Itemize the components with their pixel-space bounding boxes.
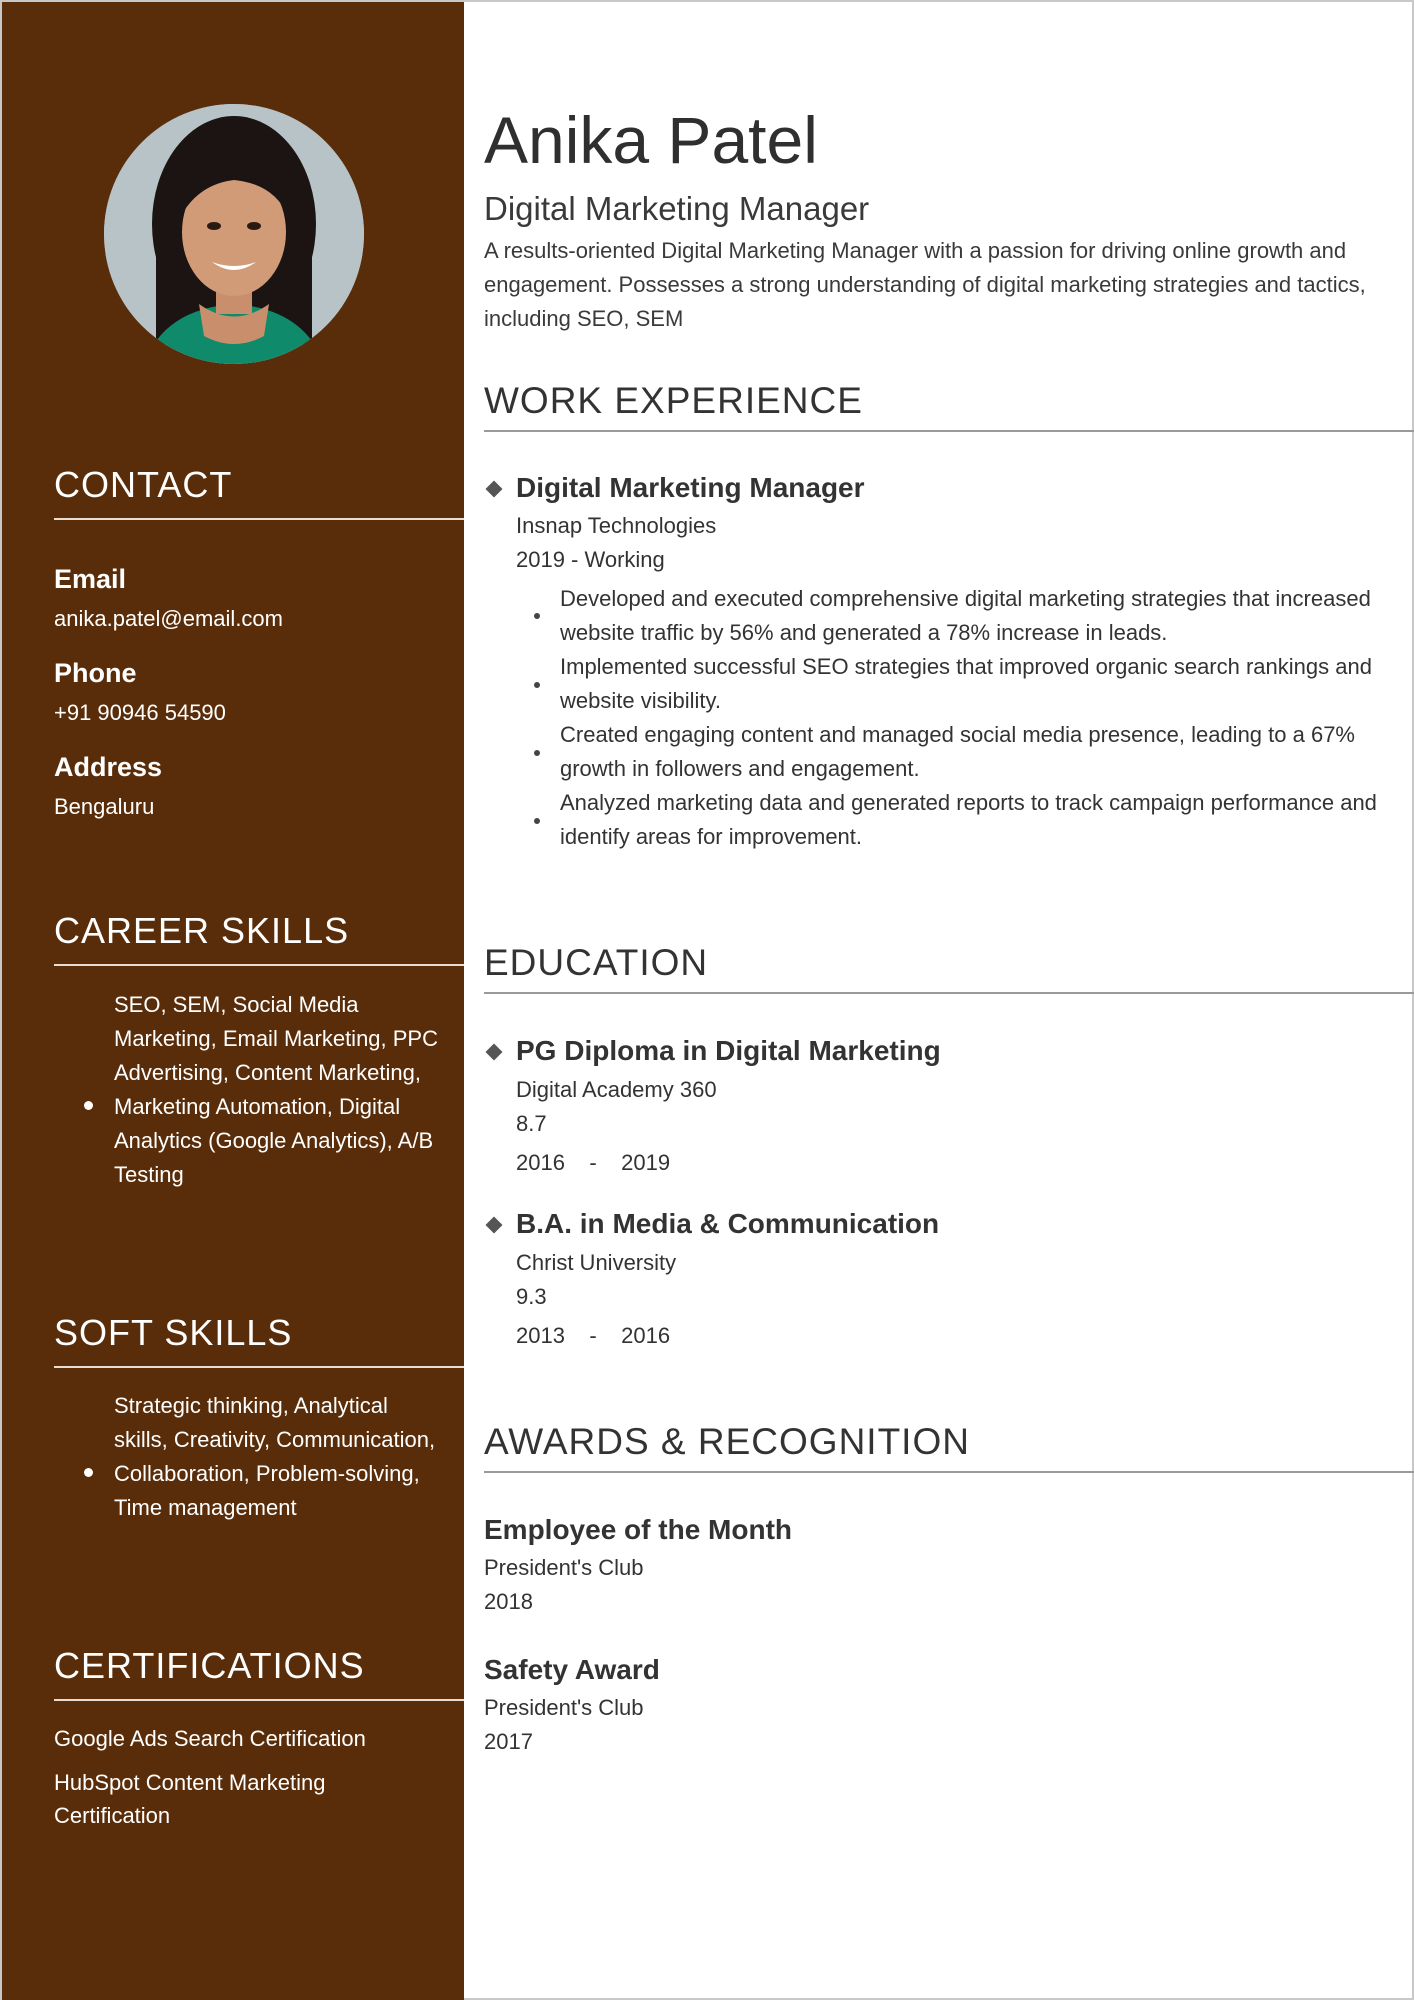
career-skills-text: SEO, SEM, Social Media Marketing, Email Marketing, PPC Advertising, Content Marketing, Marketing Automation, Digital Analytics (Google Analytics), A/B Testing [114, 992, 438, 1187]
education-score: 8.7 [516, 1111, 547, 1136]
education-period: 2016 - 2019 [516, 1150, 671, 1175]
bullet-dot-icon [534, 750, 540, 756]
diamond-bullet-icon [486, 481, 503, 498]
contact-heading: CONTACT [54, 464, 464, 520]
candidate-name: Anika Patel [484, 103, 818, 177]
work-experience-heading: WORK EXPERIENCE [484, 380, 1414, 432]
education-score: 9.3 [516, 1284, 547, 1309]
profile-summary: A results-oriented Digital Marketing Manager with a passion for driving online growth and engagement. Possesses a strong understanding of digital marketing strategies and tactics, including SEO, SEM [484, 238, 1366, 331]
candidate-title: Digital Marketing Manager [484, 190, 870, 227]
email-value: anika.patel@email.com [54, 606, 283, 631]
job-bullet: Analyzed marketing data and generated reports to track campaign performance and identify areas for improvement. [560, 790, 1377, 849]
sidebar [2, 2, 464, 2000]
awards-heading: AWARDS & RECOGNITION [484, 1421, 1414, 1473]
address-label: Address [54, 752, 163, 782]
profile-photo [104, 104, 364, 364]
award-year: 2017 [484, 1729, 533, 1754]
education-heading: EDUCATION [484, 942, 1414, 994]
certification-item: HubSpot Content Marketing Certification [54, 1770, 326, 1828]
education-period: 2013 - 2016 [516, 1323, 671, 1348]
certification-item: Google Ads Search Certification [54, 1726, 366, 1751]
bullet-dot-icon [534, 818, 540, 824]
job-bullet: Created engaging content and managed social media presence, leading to a 67% growth in followers and engagement. [560, 722, 1355, 781]
avatar-illustration [104, 104, 364, 364]
award-title: Employee of the Month [484, 1514, 792, 1545]
bullet-dot-icon [534, 682, 540, 688]
job-bullet: Developed and executed comprehensive digital marketing strategies that increased website traffic by 56% and generated a 78% increase in leads. [560, 586, 1371, 645]
phone-label: Phone [54, 658, 137, 688]
job-role: Digital Marketing Manager [516, 472, 865, 503]
award-title: Safety Award [484, 1654, 660, 1685]
education-school: Digital Academy 360 [516, 1077, 717, 1102]
job-bullet: Implemented successful SEO strategies that improved organic search rankings and website visibility. [560, 654, 1372, 713]
phone-value: +91 90946 54590 [54, 700, 226, 725]
career-skills-heading: CAREER SKILLS [54, 910, 464, 966]
bullet-dot-icon [534, 613, 540, 619]
certifications-heading: CERTIFICATIONS [54, 1645, 464, 1701]
email-label: Email [54, 564, 127, 594]
education-degree: B.A. in Media & Communication [516, 1208, 940, 1239]
diamond-bullet-icon [486, 1217, 503, 1234]
soft-skills-heading: SOFT SKILLS [54, 1312, 464, 1368]
job-period: 2019 - Working [516, 547, 665, 572]
address-value: Bengaluru [54, 794, 155, 819]
diamond-bullet-icon [486, 1044, 503, 1061]
education-degree: PG Diploma in Digital Marketing [516, 1035, 941, 1066]
job-company: Insnap Technologies [516, 513, 717, 538]
career-skills-bullet [82, 1099, 96, 1113]
education-school: Christ University [516, 1250, 677, 1275]
award-org: President's Club [484, 1555, 644, 1580]
award-org: President's Club [484, 1695, 644, 1720]
soft-skills-text: Strategic thinking, Analytical skills, Creativity, Communication, Collaboration, Problem-solving, Time management [114, 1393, 436, 1520]
soft-skills-bullet [82, 1466, 96, 1480]
award-year: 2018 [484, 1589, 533, 1614]
